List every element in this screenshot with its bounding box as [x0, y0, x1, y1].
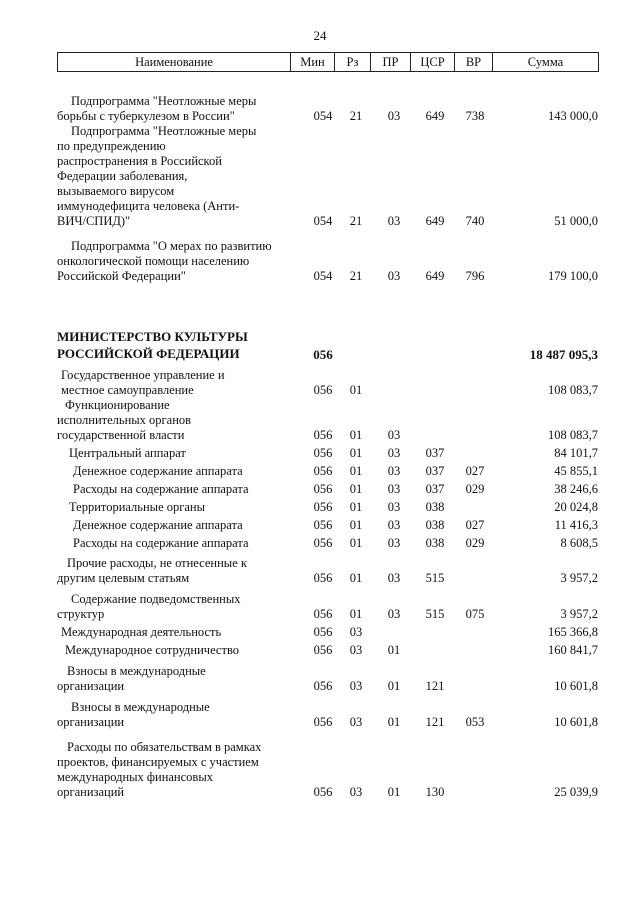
- header-vr: ВР: [454, 53, 492, 71]
- row-name: Денежное содержание аппарата: [73, 518, 243, 532]
- row-csr: 038: [425, 536, 445, 550]
- row-pr: 03: [387, 518, 401, 532]
- row-sum: 11 416,3: [554, 518, 598, 532]
- row-vr: 027: [465, 518, 485, 532]
- row-sum: 143 000,0: [548, 109, 598, 123]
- row-name: Центральный аппарат: [69, 446, 186, 460]
- row-pr: 01: [387, 643, 401, 657]
- row-rz: 21: [349, 214, 363, 228]
- row-csr: 037: [425, 482, 445, 496]
- ministry-min: 056: [313, 347, 333, 362]
- row-rz: 01: [349, 536, 363, 550]
- row-pr: 01: [387, 785, 401, 799]
- row-rz: 03: [349, 643, 363, 657]
- table-row: [0, 664, 640, 694]
- header-min: Мин: [290, 53, 334, 71]
- row-vr: 738: [465, 109, 485, 123]
- row-min: 056: [313, 679, 333, 693]
- row-rz: 03: [349, 679, 363, 693]
- row-vr: 027: [465, 464, 485, 478]
- row-min: 054: [313, 214, 333, 228]
- table-row: [0, 398, 640, 443]
- row-csr: 037: [425, 464, 445, 478]
- row-pr: 03: [387, 482, 401, 496]
- row-name: Территориальные органы: [69, 500, 206, 514]
- row-rz: 01: [349, 446, 363, 460]
- row-rz: 01: [349, 383, 363, 397]
- row-rz: 01: [349, 428, 363, 442]
- row-rz: 01: [349, 500, 363, 514]
- row-sum: 25 039,9: [554, 785, 598, 799]
- row-rz: 01: [349, 482, 363, 496]
- row-pr: 03: [387, 109, 401, 123]
- header-csr: ЦСР: [410, 53, 454, 71]
- row-min: 056: [313, 446, 333, 460]
- row-sum: 108 083,7: [548, 383, 598, 397]
- row-pr: 03: [387, 464, 401, 478]
- row-min: 056: [313, 500, 333, 514]
- header-sum: Сумма: [492, 53, 598, 71]
- row-name: Расходы на содержание аппарата: [73, 536, 249, 550]
- table-row: [0, 482, 640, 497]
- row-csr: 515: [425, 607, 445, 621]
- row-name: Денежное содержание аппарата: [73, 464, 243, 478]
- row-rz: 01: [349, 571, 363, 585]
- row-min: 056: [313, 643, 333, 657]
- row-csr: 121: [425, 679, 445, 693]
- row-pr: 03: [387, 446, 401, 460]
- header-pr: ПР: [370, 53, 410, 71]
- row-sum: 10 601,8: [554, 679, 598, 693]
- row-pr: 03: [387, 536, 401, 550]
- row-vr: 029: [465, 536, 485, 550]
- row-csr: 649: [425, 109, 445, 123]
- row-sum: 165 366,8: [548, 625, 598, 639]
- row-csr: 649: [425, 214, 445, 228]
- row-name: Подпрограмма "Неотложные меры по предупреждению распространения в Российской Федерации заболевания, вызываемого вирусом иммунодефицита человека (Анти-ВИЧ/СПИД)": [57, 124, 257, 228]
- row-sum: 3 957,2: [560, 607, 598, 621]
- row-vr: 029: [465, 482, 485, 496]
- table-row: [0, 536, 640, 551]
- row-csr: 515: [425, 571, 445, 585]
- header-rz: Рз: [334, 53, 370, 71]
- row-pr: 03: [387, 571, 401, 585]
- table-row: [0, 239, 640, 284]
- row-name: Расходы на содержание аппарата: [73, 482, 249, 496]
- table-row: [0, 500, 640, 515]
- row-name: Расходы по обязательствам в рамках проектов, финансируемых с участием международных финансовых организаций: [57, 740, 262, 799]
- row-min: 056: [313, 428, 333, 442]
- row-min: 056: [313, 625, 333, 639]
- row-csr: 121: [425, 715, 445, 729]
- row-sum: 3 957,2: [560, 571, 598, 585]
- row-vr: 053: [465, 715, 485, 729]
- table-row: [0, 625, 640, 640]
- row-rz: 03: [349, 785, 363, 799]
- row-min: 056: [313, 518, 333, 532]
- row-name: Международное сотрудничество: [65, 643, 240, 657]
- table-row: [0, 700, 640, 730]
- table-row: [0, 464, 640, 479]
- table-row: [0, 556, 640, 586]
- row-sum: 8 608,5: [560, 536, 598, 550]
- row-sum: 179 100,0: [548, 269, 598, 283]
- row-min: 056: [313, 536, 333, 550]
- row-sum: 45 855,1: [554, 464, 598, 478]
- table-row: [0, 518, 640, 533]
- budget-table: [0, 88, 640, 800]
- table-row: [0, 592, 640, 622]
- table-row: [0, 446, 640, 461]
- row-name: Взносы в международные организации: [57, 700, 210, 729]
- row-sum: 20 024,8: [554, 500, 598, 514]
- row-min: 054: [313, 269, 333, 283]
- row-csr: 649: [425, 269, 445, 283]
- ministry-row: [0, 328, 640, 362]
- row-sum: 108 083,7: [548, 428, 598, 442]
- row-min: 056: [313, 715, 333, 729]
- row-csr: 038: [425, 500, 445, 514]
- row-pr: 03: [387, 607, 401, 621]
- row-csr: 130: [425, 785, 445, 799]
- row-min: 056: [313, 607, 333, 621]
- row-min: 054: [313, 109, 333, 123]
- row-min: 056: [313, 383, 333, 397]
- row-pr: 01: [387, 715, 401, 729]
- row-pr: 03: [387, 214, 401, 228]
- table-header: [57, 52, 599, 72]
- row-vr: 075: [465, 607, 485, 621]
- row-rz: 03: [349, 715, 363, 729]
- table-row: [0, 94, 640, 124]
- row-sum: 38 246,6: [554, 482, 598, 496]
- ministry-sum: 18 487 095,3: [529, 347, 598, 362]
- row-csr: 037: [425, 446, 445, 460]
- row-rz: 01: [349, 607, 363, 621]
- row-min: 056: [313, 464, 333, 478]
- row-rz: 03: [349, 625, 363, 639]
- row-min: 056: [313, 571, 333, 585]
- row-min: 056: [313, 482, 333, 496]
- row-pr: 01: [387, 679, 401, 693]
- row-name: Подпрограмма "Неотложные меры борьбы с туберкулезом в России": [57, 94, 257, 123]
- row-min: 056: [313, 785, 333, 799]
- row-sum: 51 000,0: [554, 214, 598, 228]
- row-sum: 160 841,7: [548, 643, 598, 657]
- row-rz: 01: [349, 518, 363, 532]
- page-number: 24: [313, 28, 327, 43]
- row-name: Функционирование исполнительных органов государственной власти: [57, 398, 192, 442]
- row-pr: 03: [387, 269, 401, 283]
- row-rz: 21: [349, 269, 363, 283]
- row-name: Подпрограмма "О мерах по развитию онкологической помощи населению Российской Федерации": [57, 239, 272, 283]
- row-rz: 01: [349, 464, 363, 478]
- row-name: Прочие расходы, не отнесенные к другим целевым статьям: [57, 556, 247, 585]
- row-pr: 03: [387, 428, 401, 442]
- row-name: Государственное управление и местное самоуправление: [61, 368, 225, 397]
- table-row: [0, 740, 640, 800]
- row-sum: 10 601,8: [554, 715, 598, 729]
- row-sum: 84 101,7: [554, 446, 598, 460]
- row-rz: 21: [349, 109, 363, 123]
- table-row: [0, 124, 640, 229]
- row-pr: 03: [387, 500, 401, 514]
- table-row: [0, 368, 640, 398]
- row-name: Взносы в международные организации: [57, 664, 206, 693]
- table-row: [0, 643, 640, 658]
- header-name: Наименование: [135, 55, 213, 69]
- row-name: Содержание подведомственных структур: [57, 592, 241, 621]
- row-vr: 796: [465, 269, 485, 283]
- row-vr: 740: [465, 214, 485, 228]
- row-csr: 038: [425, 518, 445, 532]
- ministry-name: МИНИСТЕРСТВО КУЛЬТУРЫ РОССИЙСКОЙ ФЕДЕРАЦИИ: [57, 329, 248, 361]
- row-name: Международная деятельность: [61, 625, 222, 639]
